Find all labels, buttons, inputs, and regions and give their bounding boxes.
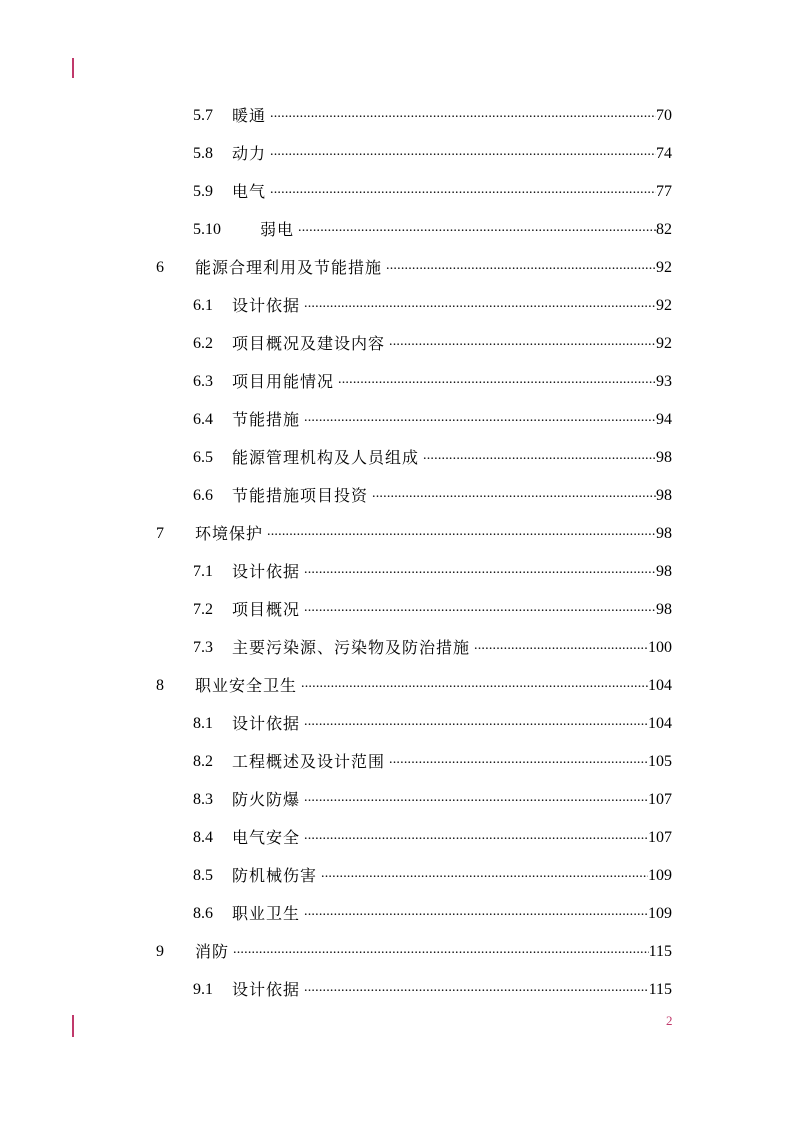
toc-entry-title: 项目概况及建设内容: [232, 334, 386, 353]
toc-entry-title: 节能措施项目投资: [232, 486, 369, 505]
toc-entry-title: 防火防爆: [232, 790, 301, 809]
toc-entry[interactable]: [193, 895, 672, 933]
page-number: 2: [666, 1013, 673, 1028]
toc-entry-number: 6.1: [193, 297, 213, 314]
toc-entry-page: 100: [648, 639, 672, 656]
toc-entry[interactable]: [193, 857, 672, 895]
toc-entry-page: 98: [656, 525, 672, 542]
toc-entry-title: 项目用能情况: [232, 372, 335, 391]
toc-entry-number: 8.4: [193, 829, 213, 846]
toc-entry-number: 8: [156, 677, 164, 694]
toc-dot-leader: [304, 828, 648, 848]
toc-entry-page: 74: [656, 145, 672, 162]
toc-entry-number: 6.6: [193, 487, 213, 504]
toc-entry[interactable]: [193, 971, 672, 1009]
crop-mark-bottom: [72, 1015, 74, 1037]
toc-entry-number: 5.10: [193, 221, 221, 238]
toc-entry-number: 6.2: [193, 335, 213, 352]
crop-mark-top: [72, 58, 74, 78]
toc-entry-page: 98: [656, 563, 672, 580]
toc-entry-page: 92: [656, 297, 672, 314]
toc-entry-number: 6: [156, 259, 164, 276]
toc-entry-page: 109: [648, 867, 672, 884]
toc-entry-number: 6.5: [193, 449, 213, 466]
toc-entry-title: 主要污染源、污染物及防治措施: [232, 638, 471, 657]
toc-entry[interactable]: [193, 97, 672, 135]
toc-dot-leader: [372, 486, 656, 506]
toc-entry[interactable]: [193, 363, 672, 401]
toc-entry-title: 设计依据: [232, 980, 301, 999]
toc-dot-leader: [270, 144, 656, 164]
toc-entry-title: 消防: [195, 942, 230, 961]
toc-entry-title: 防机械伤害: [232, 866, 318, 885]
toc-entry-title: 节能措施: [232, 410, 301, 429]
toc-dot-leader: [304, 980, 649, 1000]
toc-entry-page: 104: [648, 677, 672, 694]
toc-entry-number: 9.1: [193, 981, 213, 998]
toc-entry-page: 98: [656, 449, 672, 466]
toc-entry[interactable]: [193, 553, 672, 591]
toc-entry-number: 5.8: [193, 145, 213, 162]
toc-chapter-entry[interactable]: [156, 667, 672, 705]
toc-entry[interactable]: [193, 705, 672, 743]
toc-entry-title: 设计依据: [232, 296, 301, 315]
toc-entry-page: 77: [656, 183, 672, 200]
toc-entry[interactable]: [193, 477, 672, 515]
toc-entry-title: 暖通: [232, 106, 267, 125]
toc-entry-page: 115: [648, 943, 672, 960]
toc-entry-number: 8.2: [193, 753, 213, 770]
toc-dot-leader: [423, 448, 656, 468]
toc-dot-leader: [304, 790, 648, 810]
toc-entry[interactable]: [193, 629, 672, 667]
toc-entry-number: 7.2: [193, 601, 213, 618]
toc-dot-leader: [304, 600, 656, 620]
toc-dot-leader: [389, 752, 648, 772]
toc-dot-leader: [474, 638, 648, 658]
toc-dot-leader: [386, 258, 656, 278]
toc-entry[interactable]: [193, 591, 672, 629]
toc-chapter-entry[interactable]: [156, 515, 672, 553]
toc-entry-page: 82: [656, 221, 672, 238]
toc-entry-title: 电气: [232, 182, 267, 201]
toc-entry-title: 电气安全: [232, 828, 301, 847]
toc-entry-title: 职业安全卫生: [195, 676, 298, 695]
toc-entry-page: 92: [656, 335, 672, 352]
toc-entry-title: 工程概述及设计范围: [232, 752, 386, 771]
toc-entry-title: 动力: [232, 144, 267, 163]
toc-entry-page: 104: [648, 715, 672, 732]
toc-entry-title: 职业卫生: [232, 904, 301, 923]
toc-entry-number: 9: [156, 943, 164, 960]
toc-entry-title: 能源合理利用及节能措施: [195, 258, 383, 277]
toc-entry-number: 5.9: [193, 183, 213, 200]
toc-entry-number: 7.1: [193, 563, 213, 580]
toc-dot-leader: [338, 372, 656, 392]
toc-entry-page: 107: [648, 829, 672, 846]
toc-dot-leader: [321, 866, 648, 886]
toc-entry[interactable]: [193, 743, 672, 781]
toc-entry-title: 弱电: [260, 220, 295, 239]
toc-entry-page: 93: [656, 373, 672, 390]
toc-entry-page: 115: [648, 981, 672, 998]
toc-dot-leader: [304, 904, 648, 924]
toc-entry-page: 98: [656, 487, 672, 504]
toc-entry-title: 设计依据: [232, 714, 301, 733]
toc-entry[interactable]: [193, 211, 672, 249]
toc-entry[interactable]: [193, 819, 672, 857]
toc-entry-title: 环境保护: [195, 524, 264, 543]
toc-entry[interactable]: [193, 325, 672, 363]
toc-dot-leader: [270, 106, 656, 126]
toc-entry[interactable]: [193, 135, 672, 173]
toc-entry[interactable]: [193, 781, 672, 819]
toc-chapter-entry[interactable]: [156, 249, 672, 287]
toc-entry-number: 8.5: [193, 867, 213, 884]
toc-entry[interactable]: [193, 287, 672, 325]
toc-entry-page: 94: [656, 411, 672, 428]
toc-entry-number: 5.7: [193, 107, 213, 124]
toc-dot-leader: [304, 410, 656, 430]
toc-dot-leader: [301, 676, 648, 696]
toc-entry-page: 107: [648, 791, 672, 808]
toc-dot-leader: [233, 942, 649, 962]
toc-entry-page: 109: [648, 905, 672, 922]
toc-dot-leader: [304, 714, 648, 734]
toc-entry-number: 8.6: [193, 905, 213, 922]
toc-dot-leader: [298, 220, 656, 240]
toc-entry-number: 6.4: [193, 411, 213, 428]
toc-entry-title: 能源管理机构及人员组成: [232, 448, 420, 467]
toc-entry-number: 7: [156, 525, 164, 542]
toc-entry[interactable]: [193, 173, 672, 211]
toc-dot-leader: [270, 182, 656, 202]
toc-chapter-entry[interactable]: [156, 933, 672, 971]
toc-entry-number: 7.3: [193, 639, 213, 656]
toc-entry-page: 70: [656, 107, 672, 124]
toc-entry[interactable]: [193, 401, 672, 439]
toc-entry-number: 8.1: [193, 715, 213, 732]
toc-dot-leader: [389, 334, 656, 354]
toc-dot-leader: [304, 562, 656, 582]
toc-dot-leader: [267, 524, 656, 544]
toc-entry-page: 105: [648, 753, 672, 770]
toc-dot-leader: [304, 296, 656, 316]
toc-entry-number: 8.3: [193, 791, 213, 808]
toc-entry-title: 项目概况: [232, 600, 301, 619]
toc-entry[interactable]: [193, 439, 672, 477]
toc-entry-title: 设计依据: [232, 562, 301, 581]
toc-entry-page: 92: [656, 259, 672, 276]
toc-entry-page: 98: [656, 601, 672, 618]
toc-entry-number: 6.3: [193, 373, 213, 390]
